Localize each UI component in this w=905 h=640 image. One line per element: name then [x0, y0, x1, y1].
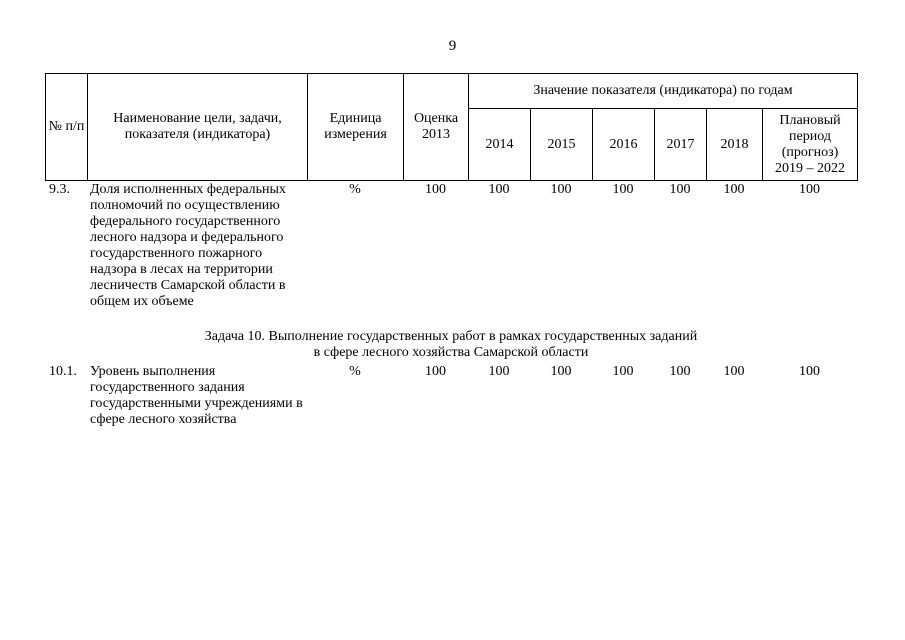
header-num: № п/п [46, 74, 88, 181]
row-value-plan: 100 [799, 364, 820, 379]
header-unit: Единица измерения [308, 74, 404, 181]
row-value-2017: 100 [669, 182, 691, 197]
row-value-2017: 100 [669, 364, 691, 379]
row-num: 9.3. [49, 182, 70, 197]
header-values-group: Значение показателя (индикатора) по годам [469, 74, 858, 109]
row-name: Доля исполненных федеральных полномочий по осуществлению федерального государственного лесного надзора и федерального государственного пожарного надзора в лесах на территории лесничеств Самарской области в общем их объеме [90, 182, 286, 309]
header-name: Наименование цели, задачи, показателя (индикатора) [88, 74, 308, 181]
page-number: 9 [448, 38, 457, 54]
task-10-heading [45, 329, 857, 361]
row-value-plan: 100 [799, 182, 820, 197]
row-value-2018: 100 [723, 182, 745, 197]
row-value-2016: 100 [612, 364, 634, 379]
row-unit: % [349, 182, 361, 197]
header-year-2014: 2014 [469, 109, 531, 181]
row-name: Уровень выполнения государственного задания государственными учреждениями в сфере лесного хозяйства [90, 364, 303, 427]
task-10-line-2: в сфере лесного хозяйства Самарской области [313, 345, 589, 360]
row-unit: % [349, 364, 361, 379]
table-row-10-1 [45, 364, 857, 427]
header-year-2018: 2018 [707, 109, 763, 181]
row-value-2018: 100 [723, 364, 745, 379]
row-value-2015: 100 [550, 182, 572, 197]
header-year-2015: 2015 [531, 109, 593, 181]
row-estimate: 100 [425, 182, 446, 197]
header-year-2017: 2017 [655, 109, 707, 181]
row-estimate: 100 [425, 364, 446, 379]
header-estimate: Оценка 2013 [404, 74, 469, 181]
indicator-table-header [45, 73, 858, 181]
task-10-line-1: Задача 10. Выполнение государственных работ в рамках государственных заданий [204, 329, 698, 344]
header-year-2016: 2016 [593, 109, 655, 181]
row-value-2014: 100 [488, 364, 510, 379]
row-value-2014: 100 [488, 182, 510, 197]
row-value-2015: 100 [550, 364, 572, 379]
header-plan: Плановый период (прогноз) 2019 – 2022 [763, 109, 858, 181]
row-value-2016: 100 [612, 182, 634, 197]
table-row-9-3 [45, 182, 857, 309]
row-num: 10.1. [49, 364, 77, 379]
